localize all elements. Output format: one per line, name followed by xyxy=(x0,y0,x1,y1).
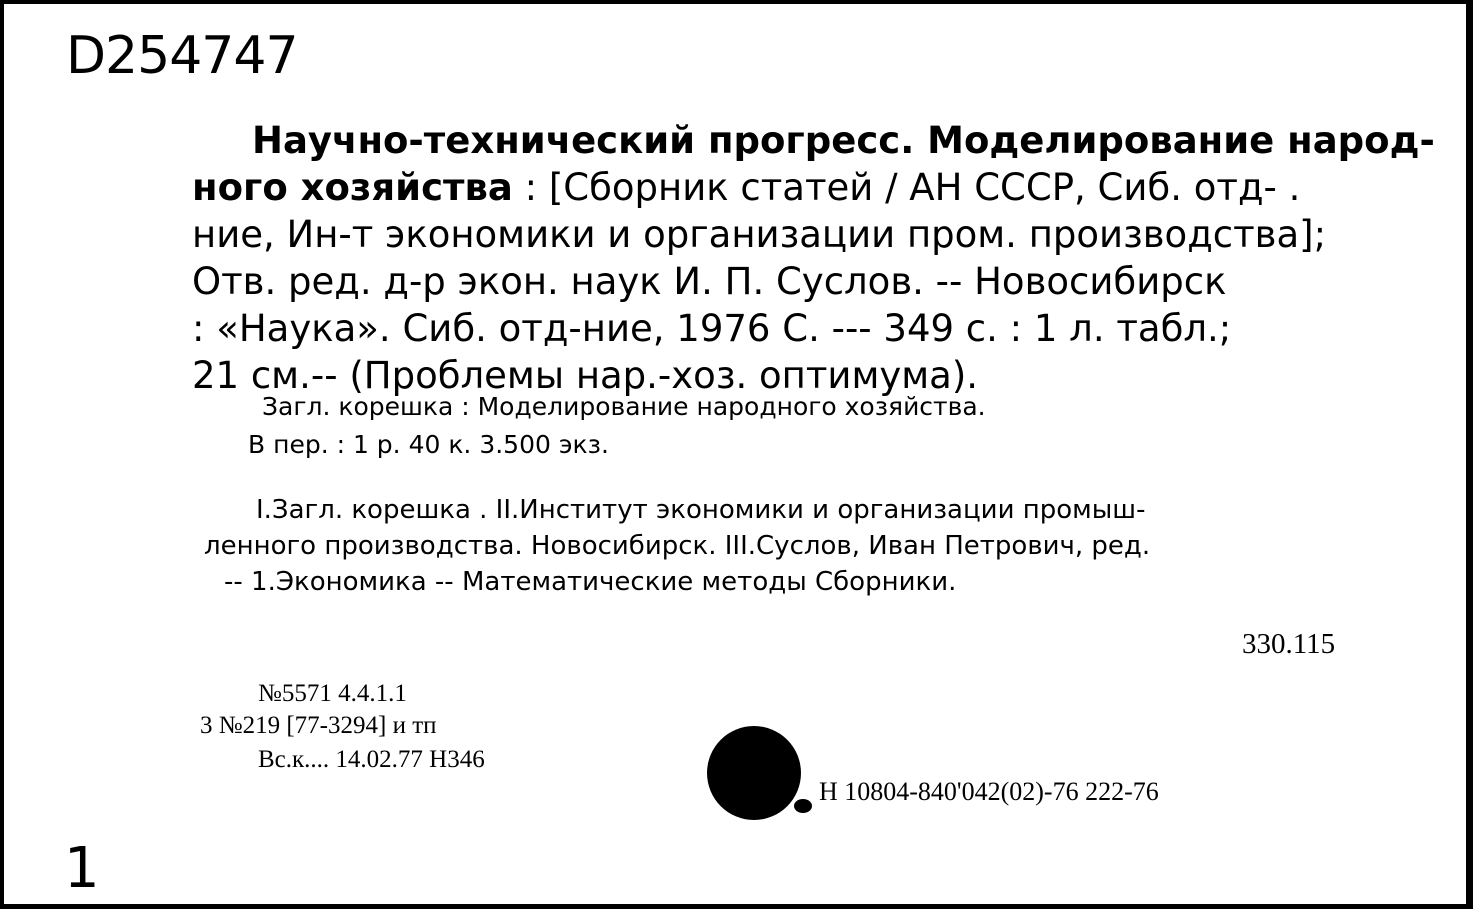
entry-line-1 xyxy=(192,117,1435,164)
spine-title-note: Загл. корешка : Моделирование народного хозяйства. xyxy=(262,392,986,421)
shelfmark: D254747 xyxy=(66,26,298,86)
bibliographic-entry xyxy=(192,117,1435,399)
ink-dot xyxy=(794,799,812,813)
entry-line-4: Отв. ред. д-р экон. наук И. П. Суслов. -- Новосибирск xyxy=(192,260,1227,303)
tracing-line-1: I.Загл. корешка . II.Институт экономики и организации промыш- xyxy=(256,495,1146,525)
tracings xyxy=(204,492,1374,600)
entry-line-6: 21 см.-- (Проблемы нар.-хоз. оптимума). xyxy=(192,354,979,397)
entry-line-2 xyxy=(192,164,1372,211)
price-note: В пер. : 1 р. 40 к. 3.500 экз. xyxy=(248,430,609,459)
title-part-2: ного хозяйства xyxy=(192,166,513,209)
page-number: 1 xyxy=(64,836,100,901)
entry-line-5: : «Наука». Сиб. отд-ние, 1976 С. --- 349 с. : 1 л. табл.; xyxy=(192,307,1232,350)
entry-line-2-rest: : [Сборник статей / АН СССР, Сиб. отд- . xyxy=(512,166,1301,209)
ink-blot xyxy=(707,726,801,820)
entry-line-3: ние, Ин-т экономики и организации пром. производства]; xyxy=(192,213,1327,256)
catalog-card xyxy=(4,4,1466,904)
technical-line-2: 3 №219 [77-3294] и тп xyxy=(200,712,437,739)
technical-line-3: Вс.к.... 14.02.77 Н346 xyxy=(258,746,485,773)
isbn-line: Н 10804-840'042(02)-76 222-76 xyxy=(819,777,1159,806)
tracing-line-3: -- 1.Экономика -- Математические методы Сборники. xyxy=(224,567,957,597)
title-part-1: Научно-технический прогресс. Моделирование народ- xyxy=(252,119,1435,162)
tracing-line-2: ленного производства. Новосибирск. III.Суслов, Иван Петрович, ред. xyxy=(204,531,1151,561)
technical-line-1: №5571 4.4.1.1 xyxy=(258,680,407,707)
udc-number: 330.115 xyxy=(1242,628,1336,660)
